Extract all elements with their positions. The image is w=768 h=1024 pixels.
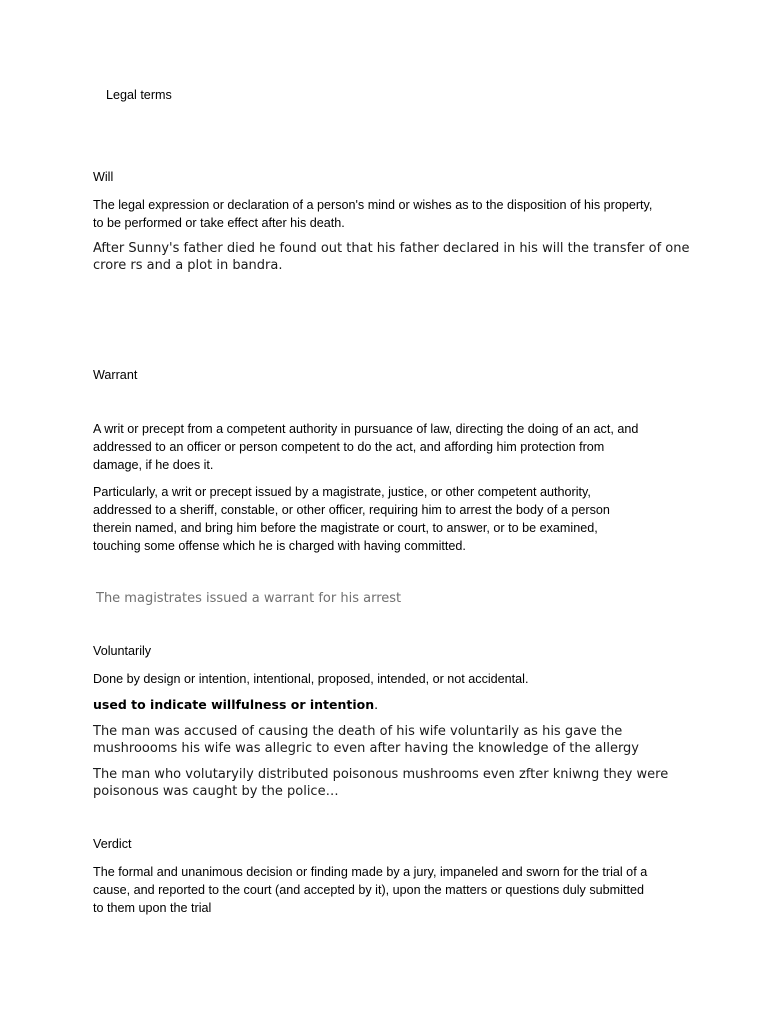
definition-warrant: A writ or precept from a competent authority in pursuance of law, directing the doing of an act, and addressed to an officer or person competent to do the act, and affording him protection from damage, if he does it. bbox=[93, 422, 639, 472]
usage-bold-voluntarily: used to indicate willfulness or intention bbox=[93, 697, 375, 712]
definition-verdict: The formal and unanimous decision or finding made by a jury, impaneled and sworn for the trial of a cause, and reported to the court (and accepted by it), upon the matters or questions duly submitted to them upon the trial bbox=[93, 865, 648, 915]
definition-voluntarily: Done by design or intention, intentional, proposed, intended, or not accidental. bbox=[93, 672, 529, 686]
term-heading-verdict: Verdict bbox=[93, 837, 132, 851]
term-heading-will: Will bbox=[93, 170, 114, 184]
usage-line-voluntarily bbox=[93, 697, 378, 713]
term-heading-warrant: Warrant bbox=[93, 368, 138, 382]
definition-will: The legal expression or declaration of a person's mind or wishes as to the disposition of his property, to be performed or take effect after his death. bbox=[93, 198, 653, 230]
example-voluntarily-2: The man who volutaryily distributed poisonous mushrooms even zfter kniwng they were poisonous was caught by the police… bbox=[93, 767, 669, 799]
term-heading-voluntarily: Voluntarily bbox=[93, 644, 152, 658]
document-title: Legal terms bbox=[106, 88, 172, 102]
example-warrant: The magistrates issued a warrant for his arrest bbox=[96, 591, 402, 606]
example-will: After Sunny's father died he found out that his father declared in his will the transfer of one crore rs and a plot in bandra. bbox=[93, 241, 690, 273]
usage-tail-voluntarily: . bbox=[374, 697, 379, 712]
definition-warrant-particular: Particularly, a writ or precept issued by a magistrate, justice, or other competent authority, addressed to a sheriff, constable, or other officer, requiring him to arrest the body of a person therein named, and bring him before the magistrate or court, to answer, or to be examined, touching some offense which he is charged with having committed. bbox=[93, 485, 610, 553]
example-voluntarily: The man was accused of causing the death of his wife voluntarily as his gave the mushroooms his wife was allegric to even after having the knowledge of the allergy bbox=[93, 724, 639, 756]
